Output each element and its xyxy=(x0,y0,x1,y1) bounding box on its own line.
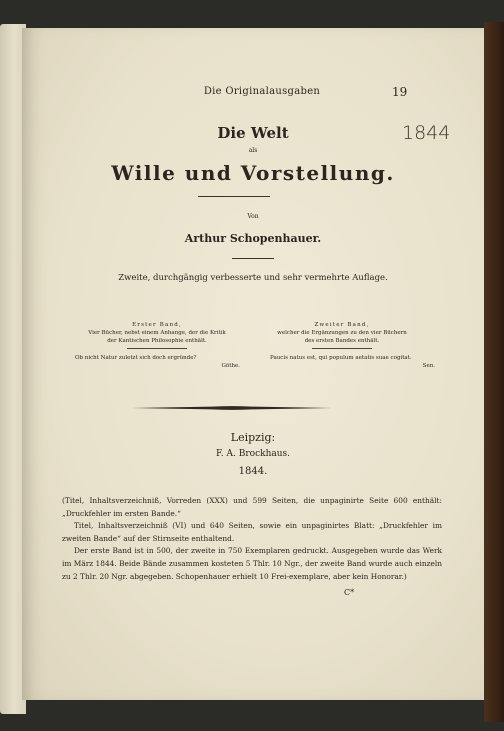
motto-1 xyxy=(75,354,240,370)
volume-1-description xyxy=(67,321,247,349)
motto-1-text: Ob nicht Natur zuletzt sich doch ergründe? xyxy=(75,355,197,361)
signature-mark: C* xyxy=(344,588,355,597)
running-head: Die Originalausgaben xyxy=(203,86,321,97)
book-page xyxy=(22,28,484,700)
page-number: 19 xyxy=(392,85,408,99)
edition-statement: Zweite, durchgängig verbesserte und sehr vermehrte Auflage. xyxy=(118,273,388,283)
motto-2 xyxy=(270,354,435,370)
volume-1-line-1: Vier Bücher, nebst einem Anhange, der die Kritik xyxy=(88,330,226,336)
ornamental-rule xyxy=(132,405,332,411)
volume-2-line-1: welcher die Ergänzungen zu den vier Büchern xyxy=(277,330,407,336)
notes-paragraph-1: (Titel, Inhaltsverzeichniß, Vorreden (XXX) und 599 Seiten, die unpaginirte Seite 600 enthält: „Druckfehler im ersten Bande.“ xyxy=(62,496,442,518)
title-line-1: Die Welt xyxy=(217,124,289,142)
imprint-publisher: F. A. Brockhaus. xyxy=(215,449,291,459)
book-cover-edge xyxy=(484,22,504,722)
motto-2-attribution: Sen. xyxy=(422,363,435,369)
volume-2-line-2: des ersten Bandes enthält. xyxy=(304,338,380,344)
motto-1-attribution: Göthe. xyxy=(221,363,240,369)
title-connector: als xyxy=(248,147,258,154)
volume-2-rule xyxy=(312,348,372,349)
volume-1-heading: Erster Band, xyxy=(132,322,182,328)
author-divider xyxy=(232,258,274,259)
volume-1-rule xyxy=(127,348,187,349)
volume-1-line-2: der Kantischen Philosophie enthält. xyxy=(107,338,207,344)
imprint-place: Leipzig: xyxy=(230,431,276,444)
motto-2-text: Paucis natus est, qui populum aetatis suae cogitat. xyxy=(270,355,412,361)
title-divider xyxy=(198,196,270,197)
handwritten-year-note: 1844 xyxy=(402,122,451,144)
notes-paragraph-3: Der erste Band ist in 500, der zweite in 750 Exemplaren gedruckt. Ausgegeben wurde das Werk im März 1844. Beide Bände zusammen kosteten 5 Thlr. 10 Ngr., der zweite Band wurde auch einzeln zu 2 Thlr. 20 Ngr. abgegeben. Schopenhauer erhielt 10 Frei-exemplare, aber kein Honorar.) xyxy=(62,546,442,581)
author-name: Arthur Schopenhauer. xyxy=(184,232,322,245)
byline-von: Von xyxy=(247,213,259,220)
volume-2-heading: Zweiter Band, xyxy=(314,322,370,328)
imprint-year: 1844. xyxy=(238,466,268,477)
volume-2-description xyxy=(252,321,432,349)
title-line-2: Wille und Vorstellung. xyxy=(111,161,395,185)
notes-paragraph-2: Titel, Inhaltsverzeichniß (VI) und 640 Seiten, sowie ein unpaginirtes Blatt: „Druckfehler im zweiten Bande“ auf der Stirnseite enthaltend. xyxy=(62,521,442,543)
bibliographic-notes xyxy=(62,495,442,583)
